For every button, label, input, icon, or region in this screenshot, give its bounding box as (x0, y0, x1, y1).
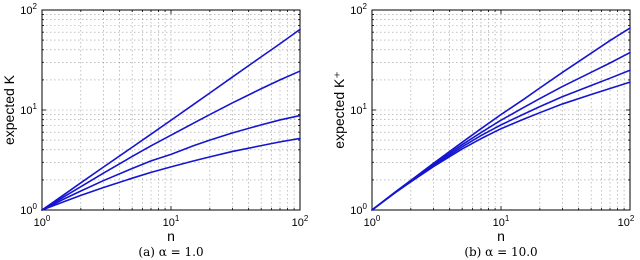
panel-b (331, 2, 635, 259)
panel-a-ytick-label-1: $10^1$ (20, 102, 37, 117)
panel-a-grid (42, 10, 300, 210)
panel-b-xtick-label-2: $10^2$ (617, 214, 635, 229)
panel-a-ytick-label-0: $10^0$ (20, 202, 37, 217)
panel-b-xlabel: n (497, 228, 505, 244)
panel-a-xlabel: n (167, 228, 175, 244)
panel-a-caption: (a) α = 1.0 (138, 245, 204, 259)
panel-a-series-line-1 (42, 71, 300, 210)
panel-a-xtick-label-0: $10^0$ (33, 214, 51, 229)
panel-a-xtick-label-2: $10^2$ (291, 214, 309, 229)
panel-a-ytick-label-2: $10^2$ (20, 2, 37, 17)
panel-b-xtick-label-1: $10^1$ (492, 214, 510, 229)
panel-b-caption: (b) α = 10.0 (464, 245, 538, 259)
panel-a-xtick-label-1: $10^1$ (162, 214, 180, 229)
panel-b-xtick-label-0: $10^0$ (363, 214, 381, 229)
panel-a-ylabel: expected K (1, 74, 17, 146)
panel-b-ytick-label-2: $10^2$ (350, 2, 367, 17)
panel-b-ytick-label-1: $10^1$ (350, 102, 367, 117)
panel-b-ytick-label-0: $10^0$ (350, 202, 367, 217)
panel-b-ylabel: expected K⁺ (331, 71, 347, 149)
panel-a (1, 2, 309, 259)
